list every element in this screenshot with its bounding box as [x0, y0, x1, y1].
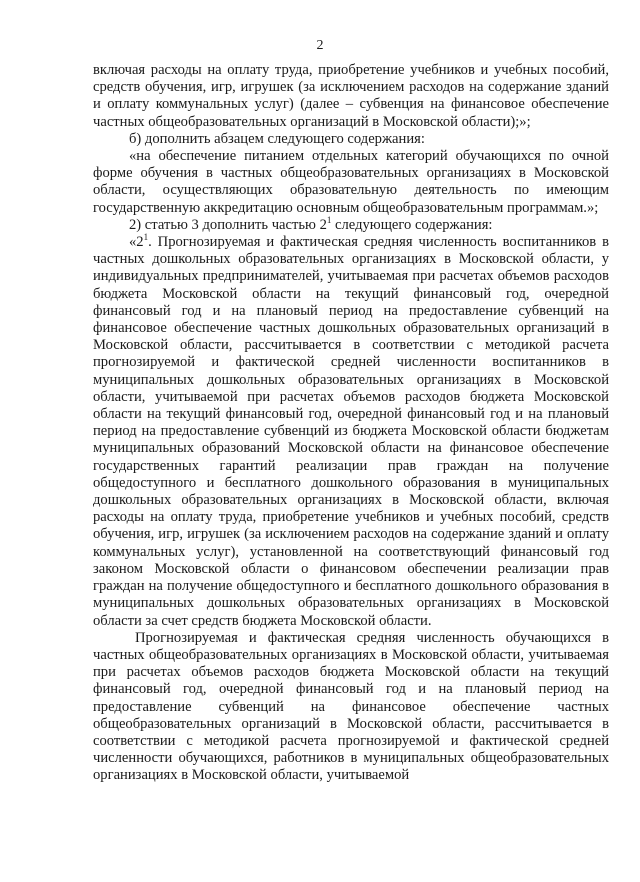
paragraph-item-b: б) дополнить абзацем следующего содержания:: [129, 130, 425, 147]
paragraph-quoted-addition: «на обеспечение питанием отдельных категорий обучающихся по очной форме обучения в частных общеобразовательных организациях в Московской области, осуществляющих образовательную деятельность по имеющим государственную аккредитацию основным общеобразовательным программам.»;: [93, 148, 609, 216]
page-number: 2: [316, 38, 324, 53]
paragraph-item-2: [93, 214, 609, 234]
part-2-1-open: «2: [129, 234, 144, 251]
item-2-text: 2) статью 3 дополнить частью 2: [129, 216, 327, 233]
superscript-1: 1: [326, 214, 332, 225]
item-2-text-end: следующего содержания:: [331, 216, 493, 233]
superscript-1: 1: [143, 232, 149, 243]
part-2-1-text: . Прогнозируемая и фактическая средняя численность воспитанников в частных дошкольных образовательных организациях в Московской области, у индивидуальных предпринимателей, учитываемая при расчетах объемов расходов бюджета Московской области на текущий финансовый год, очередной финансовый год и на плановый период на предоставление субвенций на финансовое обеспечение частных дошкольных образовательных организаций в Московской области, рассчитывается в соответствии с методикой расчета прогнозируемой и фактической средней численности воспитанников в муниципальных дошкольных образовательных организациях в Московской области, учитываемой при расчетах объемов расходов бюджета Московской области на текущий финансовый год, очередной финансовый год и на плановый период на предоставление субвенций из бюджета Московской области бюджетам муниципальных образований Московской области на финансовое обеспечение государственных гарантий реализации прав граждан на получение общедоступного и бесплатного дошкольного образования в муниципальных дошкольных образовательных организациях в Московской области, включая расходы на оплату труда, приобретение учебников и учебных пособий, средств обучения, игр, игрушек (за исключением расходов на содержание зданий и оплату коммунальных услуг), установленной на соответствующий финансовый год законом Московской области о финансовом обеспечении реализации прав граждан на получение общедоступного и бесплатного дошкольного образования в муниципальных дошкольных образовательных организациях в Московской области за счет средств бюджета Московской области.: [93, 234, 609, 629]
paragraph-part-2-1: [93, 234, 609, 630]
paragraph-forecast-general: Прогнозируемая и фактическая средняя численность обучающихся в частных общеобразовательных организациях в Московской области, учитываемая при расчетах объемов расходов бюджета Московской области на текущий финансовый год, очередной финансовый год и на плановый период на предоставление субвенций на финансовое обеспечение частных общеобразовательных организаций в Московской области, рассчитывается в соответствии с методикой расчета прогнозируемой и фактической средней численности обучающихся, работников в муниципальных общеобразовательных организациях в Московской области, учитываемой: [93, 629, 609, 784]
document-body: [93, 62, 609, 785]
paragraph-continuation: включая расходы на оплату труда, приобретение учебников и учебных пособий, средств обучения, игр, игрушек (за исключением расходов на содержание зданий и оплату коммунальных услуг) (далее – субвенция на финансовое обеспечение частных общеобразовательных организаций в Московской области);»;: [93, 62, 609, 130]
